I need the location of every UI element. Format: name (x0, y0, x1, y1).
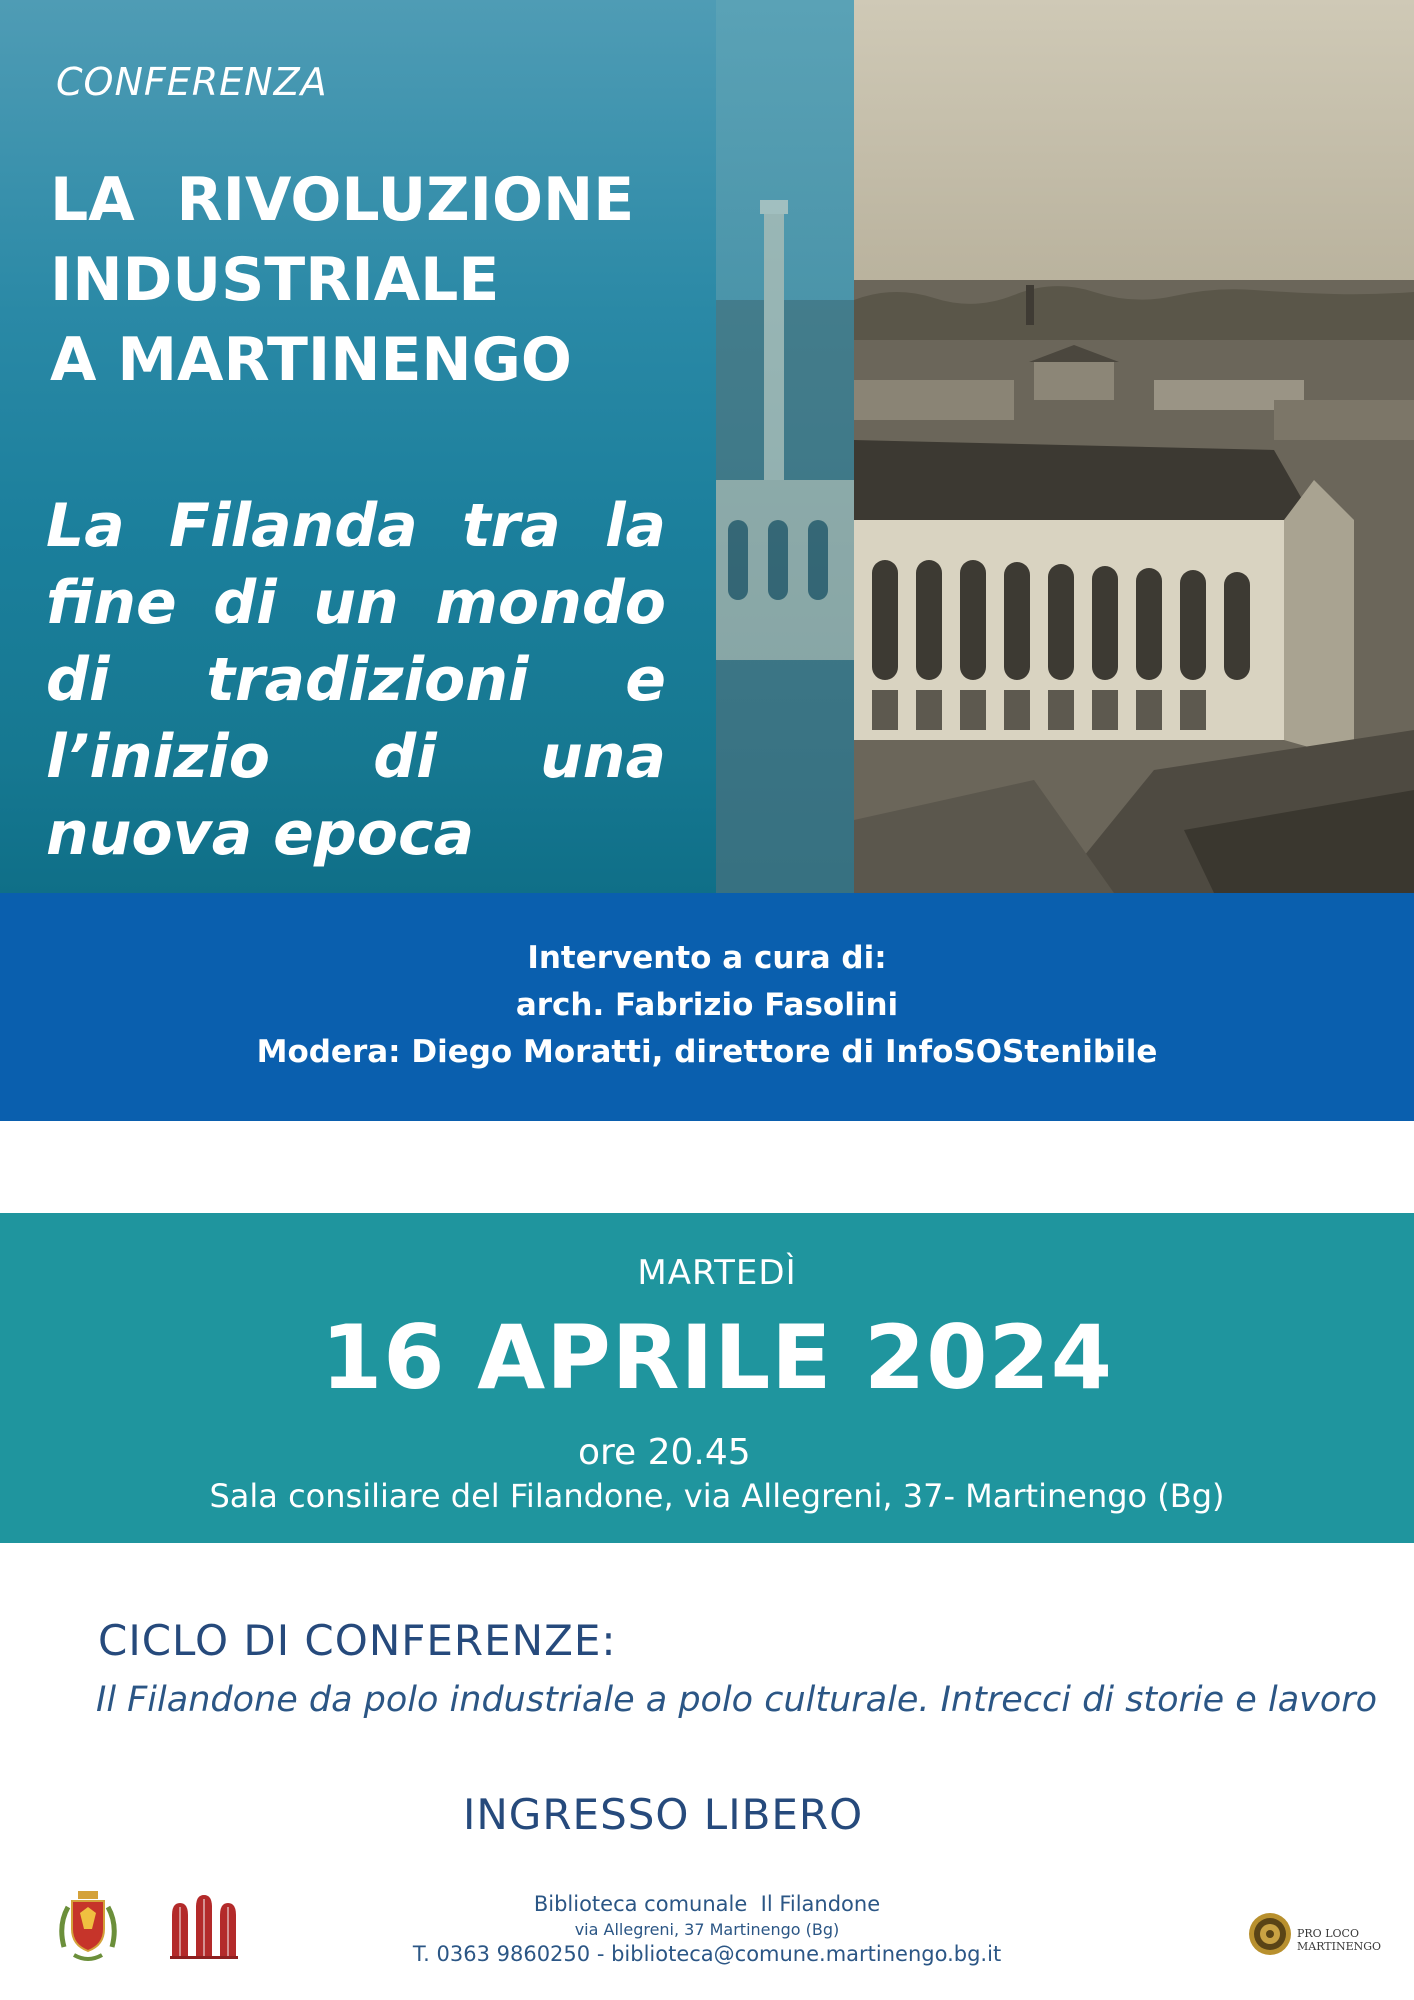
free-entry-label: INGRESSO LIBERO (463, 1790, 864, 1839)
event-day: MARTEDÌ (637, 1253, 797, 1293)
footer-address: via Allegreni, 37 Martinengo (Bg) (574, 1920, 840, 1939)
title-line-3: A MARTINENGO (50, 325, 572, 395)
footer-organization: Biblioteca comunale Il Filandone (533, 1892, 881, 1916)
pro-loco-seal-icon (1248, 1912, 1292, 1956)
moderator: Modera: Diego Moratti, direttore di InfoSOStenibile (256, 1034, 1158, 1070)
historic-factory-photo (854, 0, 1414, 893)
footer-contacts: T. 0363 9860250 - biblioteca@comune.martinengo.bg.it (412, 1942, 1002, 1966)
chimney-photo-fragment (716, 0, 854, 893)
hero-section (0, 0, 1414, 893)
pro-loco-name (1297, 1927, 1381, 1953)
conference-subtitle: La Filanda tra la fine di un mondo di tradizioni e l’inizio di una nuova epoca (46, 491, 666, 869)
main-title (50, 160, 634, 400)
cycle-title: CICLO DI CONFERENZE: (98, 1616, 617, 1665)
event-type-label: CONFERENZA (56, 60, 328, 104)
title-line-2: INDUSTRIALE (50, 245, 500, 315)
pro-loco-line-2: MARTINENGO (1297, 1940, 1382, 1953)
event-time: ore 20.45 (578, 1432, 751, 1473)
cycle-subtitle: Il Filandone da polo industriale a polo culturale. Intrecci di storie e lavoro (96, 1680, 1378, 1720)
pro-loco-line-1: PRO LOCO (1297, 1927, 1359, 1940)
speaker-name: arch. Fabrizio Fasolini (515, 987, 899, 1023)
title-line-1: LA RIVOLUZIONE (50, 165, 635, 235)
speaker-intro: Intervento a cura di: (527, 940, 887, 976)
event-venue: Sala consiliare del Filandone, via Allegreni, 37- Martinengo (Bg) (209, 1477, 1225, 1515)
event-date: 16 APRILE 2024 (321, 1306, 1113, 1409)
